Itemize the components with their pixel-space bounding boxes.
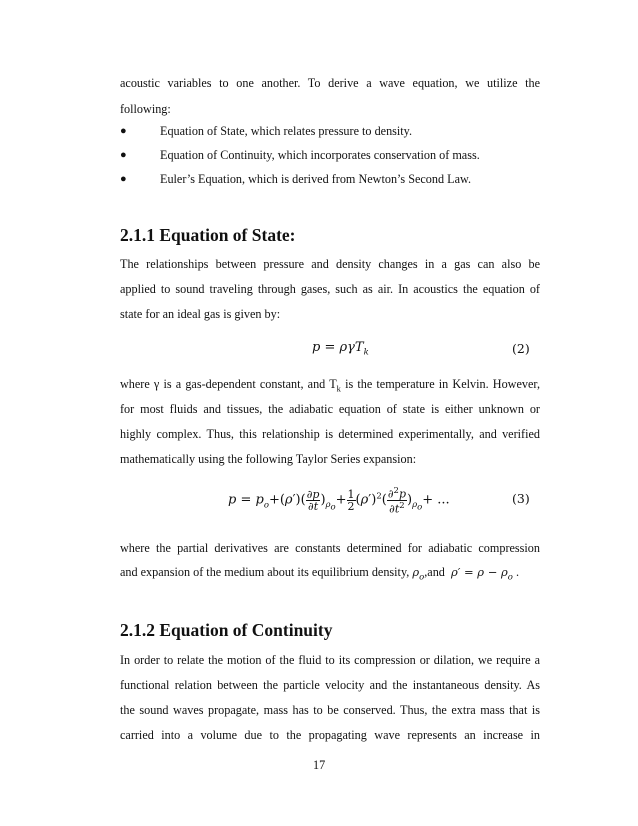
- paragraph-line: state for an ideal gas is given by:: [120, 307, 281, 321]
- paragraph-line: The relationships between pressure and density changes in a gas can also be: [120, 257, 540, 271]
- page-number: 17: [313, 758, 326, 772]
- bullet-text: Euler’s Equation, which is derived from Newton’s Second Law.: [160, 172, 472, 186]
- intro-line-2: following:: [120, 102, 171, 116]
- bullet-marker: ●: [120, 125, 127, 137]
- section-heading-equation-of-state: 2.1.1 Equation of State:: [120, 225, 296, 245]
- paragraph-line: where the partial derivatives are constants determined for adiabatic compression: [120, 541, 540, 555]
- paragraph-line: mathematically using the following Taylor Series expansion:: [120, 452, 417, 466]
- bullet-marker: ●: [120, 173, 127, 185]
- paragraph-line: the sound waves propagate, mass has to be conserved. Thus, the extra mass that is: [120, 703, 540, 717]
- equation-ideal-gas: p = ργT$_k$: [312, 340, 369, 358]
- equation-number: (3): [512, 491, 530, 506]
- section-heading-equation-of-continuity: 2.1.2 Equation of Continuity: [120, 620, 333, 640]
- equation-taylor-series: $p = p_o+(\rho')$( $\frac{\partial p}{\partial t}$ )$_{\rho_o}+$ $\frac{1}{2}$ $(\rho')^2$( $\frac{\partial^2p}{\partial t^2}$ )$_{\rho_o}+$ ...: [228, 486, 450, 516]
- paragraph-line: where γ is a gas-dependent constant, and $T_k$ is the temperature in Kelvin. However,: [120, 377, 540, 394]
- paragraph-line: functional relation between the particle velocity and the instantaneous density. As: [120, 678, 540, 692]
- paragraph-line: carried into a volume due to the propagating wave represents an increase in: [120, 728, 540, 742]
- equation-number: (2): [512, 341, 530, 356]
- paragraph-line: applied to sound traveling through gases, such as air. In acoustics the equation of: [120, 282, 540, 296]
- paragraph-line: highly complex. Thus, this relationship is determined experimentally, and verified: [120, 427, 540, 441]
- intro-line-1: acoustic variables to one another. To derive a wave equation, we utilize the: [120, 76, 540, 90]
- bullet-text: Equation of State, which relates pressure to density.: [160, 124, 413, 138]
- paragraph-line: for most fluids and tissues, the adiabatic equation of state is either unknown or: [120, 402, 540, 416]
- bullet-marker: ●: [120, 149, 127, 161]
- paragraph-line: and expansion of the medium about its equilibrium density, $\rho_o,and$ $\rho' = \rho - \rho_o$ .: [120, 565, 519, 583]
- bullet-text: Equation of Continuity, which incorporates conservation of mass.: [160, 148, 480, 162]
- paragraph-line: In order to relate the motion of the fluid to its compression or dilation, we require a: [120, 653, 540, 667]
